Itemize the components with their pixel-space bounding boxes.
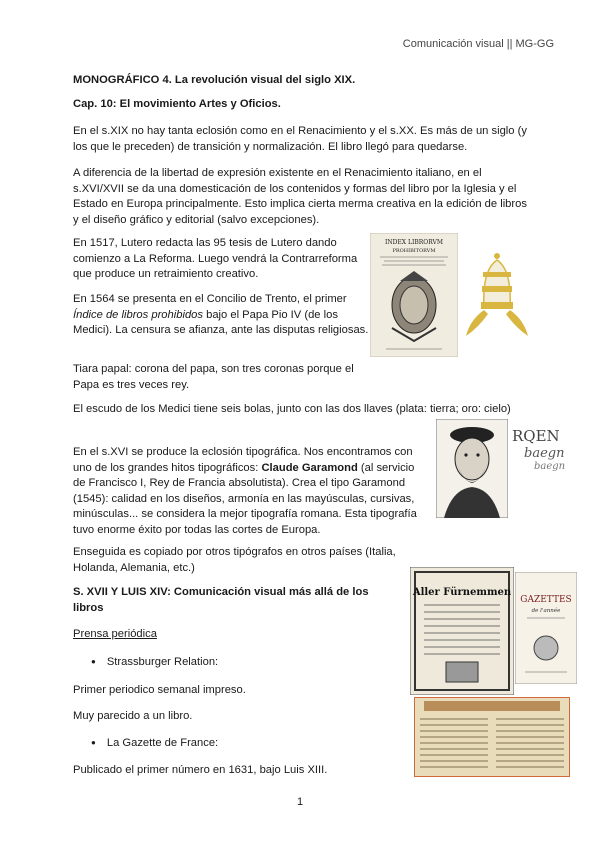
strassburger-relation-image	[410, 567, 514, 695]
paragraph-7	[73, 445, 428, 538]
section-heading: S. XVII Y LUIS XIV: Comunicación visual más allá de los libros	[73, 586, 369, 614]
paragraph-4-start: En 1564 se presenta en el Concilio de Trento, el primer	[73, 293, 347, 305]
type-sample-word-3: baegn	[534, 461, 566, 472]
bullet-strassburger-text: Strassburger Relation:	[106, 656, 219, 668]
paragraph-7-start: En el s.XVI se produce la eclosión tipográfica. Nos encontramos con uno de los grandes hitos tipográficos:	[73, 446, 413, 474]
paragraph-4-end: bajo el Papa Pio IV (de los Medici). La censura se afianza, ante las disputas religiosas.	[73, 308, 369, 336]
chapter-heading: Cap. 10: El movimiento Artes y Oficios.	[73, 98, 281, 110]
strassburger-title: Aller Fürnemmen	[412, 587, 512, 598]
page-title: MONOGRÁFICO 4. La revolución visual del siglo XIX.	[73, 74, 356, 86]
paragraph-2: A diferencia de la libertad de expresión existente en el Renacimiento italiano, en el s.XVI/XVII se da una domesticación de los contenidos y formas del libro por la Iglesia y el Estado en Europa principalmente. Esto implica cierta merma creativa en la edición de libros y el diseño gráfico y editorial (salvo excepciones).	[73, 167, 527, 226]
paragraph-4	[73, 292, 373, 339]
paragraph-5: Tiara papal: corona del papa, son tres coronas porque el Papa es tres veces rey.	[73, 363, 354, 391]
type-sample-word-1: RQEN	[512, 427, 560, 445]
garamond-name: Claude Garamond	[261, 461, 358, 474]
paragraph-1: En el s.XIX no hay tanta eclosión como en el Renacimiento y el s.XX. Es más de un siglo (y los que le preceden) de transición y normalización. El libro llegó para quedarse.	[73, 125, 527, 153]
garamond-type-sample	[510, 425, 572, 473]
paragraph-3: En 1517, Lutero redacta las 95 tesis de Lutero dando comienzo a La Reforma. Luego vendrá la Contrarreforma que produce un retraimiento creativo.	[73, 237, 358, 280]
paragraph-6: El escudo de los Medici tiene seis bolas, junto con las dos llaves (plata: tierra; oro: cielo)	[73, 403, 511, 415]
paragraph-8: Enseguida es copiado por otros tipógrafos en otros países (Italia, Holanda, Alemania, etc.)	[73, 546, 396, 574]
index-cover-line-1: INDEX LIBRORVM	[385, 239, 443, 246]
text-line-1: Primer periodico semanal impreso.	[73, 684, 246, 696]
gazette-cover-image	[515, 572, 577, 684]
text-line-3: Publicado el primer número en 1631, bajo Luis XIII.	[73, 764, 328, 776]
garamond-portrait-image	[436, 419, 508, 518]
subsection-heading: Prensa periódica	[73, 628, 157, 640]
bullet-gazette-text: La Gazette de France:	[106, 737, 219, 749]
gazette-newspaper-page-image	[414, 697, 570, 777]
paragraph-7-end: (al servicio de Francisco I, Rey de Francia absolutista). Crea el tipo Garamond (1545): calidad en los diseños, armonía en las mayúsculas, cursivas, minúsculas... se considera la mejor tipografía romana. Esta tipografía tuvo enorme éxito por todas las cortes de Europa.	[73, 461, 417, 536]
papal-tiara-image	[462, 250, 532, 340]
gazette-subtitle: de l'année	[531, 608, 561, 614]
index-cover-line-2: PROHIBITORVM	[392, 248, 436, 254]
paragraph-4-italic: Índice de libros prohibidos	[73, 308, 203, 321]
index-librorum-cover-image	[370, 233, 458, 357]
page-header: Comunicación visual || MG-GG	[402, 38, 554, 50]
gazette-title: GAZETTES	[520, 595, 572, 605]
page-number: 1	[296, 796, 304, 808]
type-sample-word-2: baegn	[524, 446, 565, 461]
text-line-2: Muy parecido a un libro.	[73, 710, 193, 722]
